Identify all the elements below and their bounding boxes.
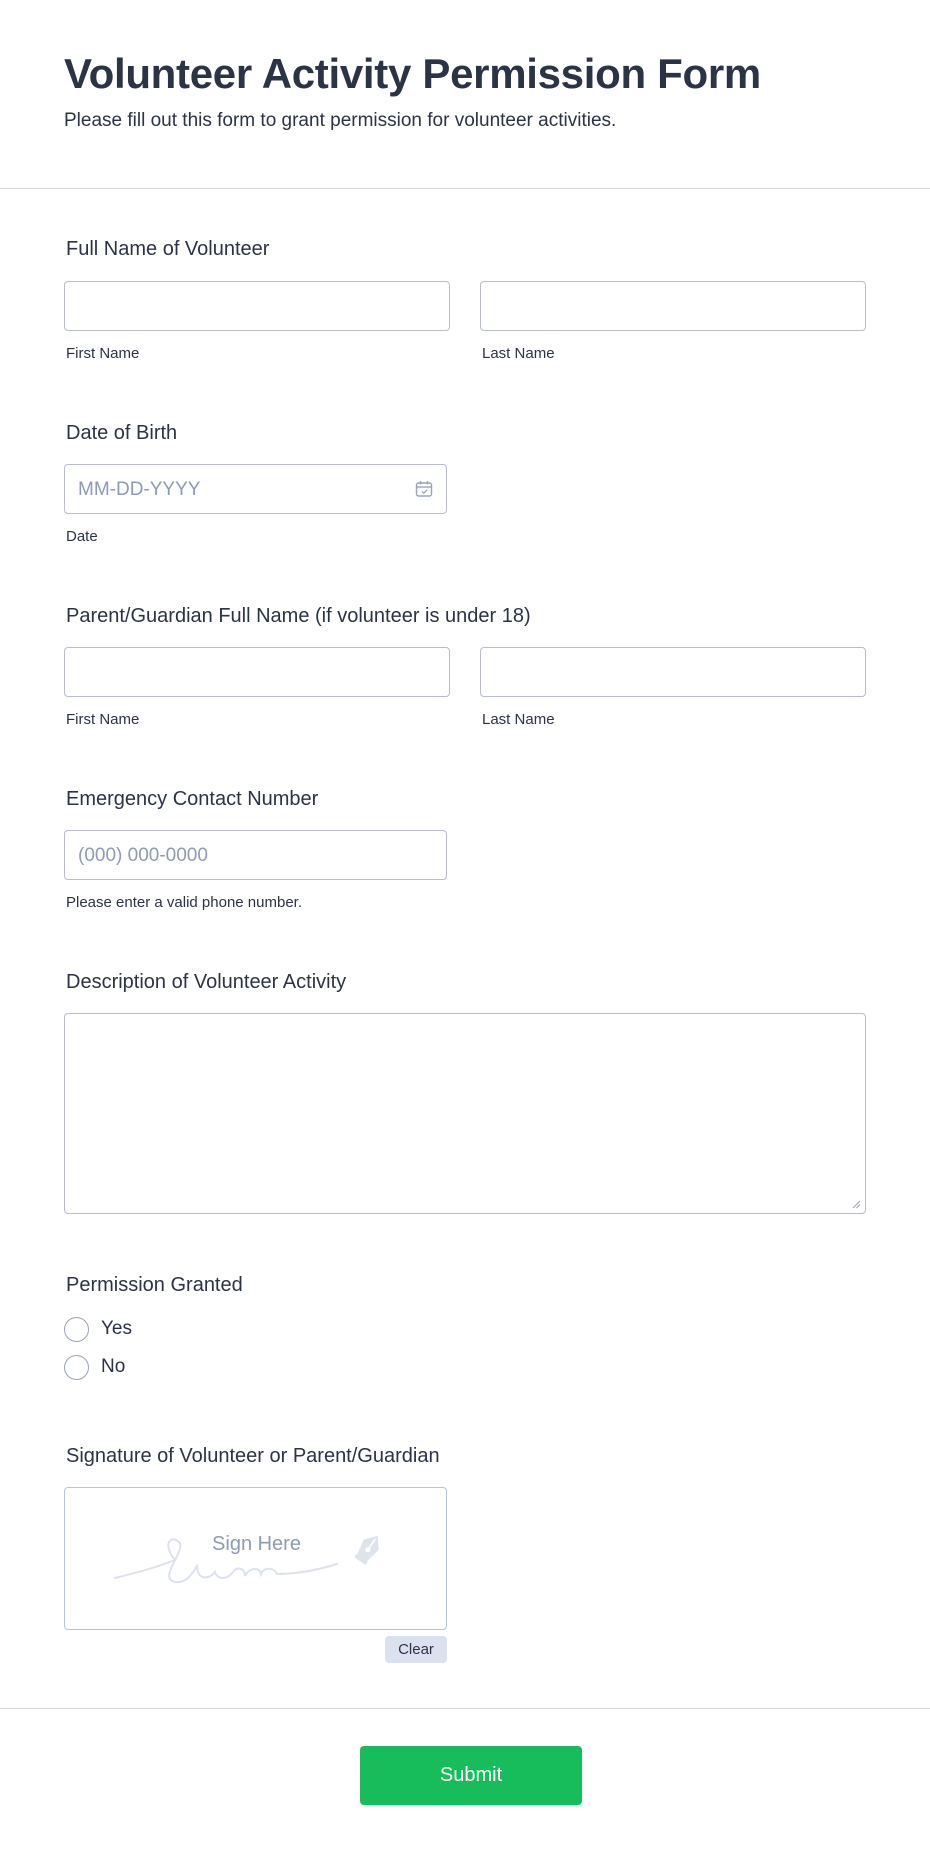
- dob-placeholder: MM-DD-YYYY: [78, 479, 201, 500]
- permission-yes-radio[interactable]: [64, 1317, 89, 1342]
- guardian-first-name-sublabel: First Name: [66, 711, 140, 728]
- permission-no-label[interactable]: No: [101, 1356, 126, 1377]
- volunteer-last-name-sublabel: Last Name: [482, 345, 555, 362]
- volunteer-first-name-sublabel: First Name: [66, 345, 140, 362]
- pen-nib-icon: [351, 1530, 387, 1566]
- permission-yes-label[interactable]: Yes: [101, 1318, 132, 1339]
- signature-squiggle-art: [65, 1488, 448, 1631]
- sign-here-prompt: Sign Here: [212, 1533, 301, 1555]
- submit-button[interactable]: Submit: [360, 1746, 582, 1805]
- guardian-first-name-input[interactable]: [64, 647, 450, 697]
- dob-sublabel: Date: [66, 528, 98, 545]
- page-title: Volunteer Activity Permission Form: [64, 50, 761, 97]
- signature-label: Signature of Volunteer or Parent/Guardian: [66, 1445, 440, 1467]
- volunteer-name-label: Full Name of Volunteer: [66, 238, 270, 260]
- form-header: [0, 0, 930, 189]
- volunteer-last-name-input[interactable]: [480, 281, 866, 331]
- page-subtitle: Please fill out this form to grant permission for volunteer activities.: [64, 110, 617, 131]
- description-textarea[interactable]: [64, 1013, 866, 1214]
- volunteer-first-name-input[interactable]: [64, 281, 450, 331]
- emergency-phone-label: Emergency Contact Number: [66, 788, 319, 810]
- emergency-phone-input[interactable]: [64, 830, 447, 880]
- clear-signature-button[interactable]: Clear: [385, 1636, 447, 1663]
- signature-pad[interactable]: [64, 1487, 447, 1630]
- permission-label: Permission Granted: [66, 1274, 243, 1296]
- emergency-phone-placeholder: (000) 000-0000: [78, 845, 208, 866]
- dob-input[interactable]: [64, 464, 447, 514]
- guardian-last-name-sublabel: Last Name: [482, 711, 555, 728]
- guardian-name-label: Parent/Guardian Full Name (if volunteer is under 18): [66, 605, 531, 627]
- permission-no-radio[interactable]: [64, 1355, 89, 1380]
- guardian-last-name-input[interactable]: [480, 647, 866, 697]
- description-label: Description of Volunteer Activity: [66, 971, 347, 993]
- calendar-icon[interactable]: [415, 480, 433, 498]
- emergency-phone-sublabel: Please enter a valid phone number.: [66, 894, 302, 911]
- resize-grip-icon[interactable]: [852, 1200, 861, 1209]
- dob-label: Date of Birth: [66, 422, 178, 444]
